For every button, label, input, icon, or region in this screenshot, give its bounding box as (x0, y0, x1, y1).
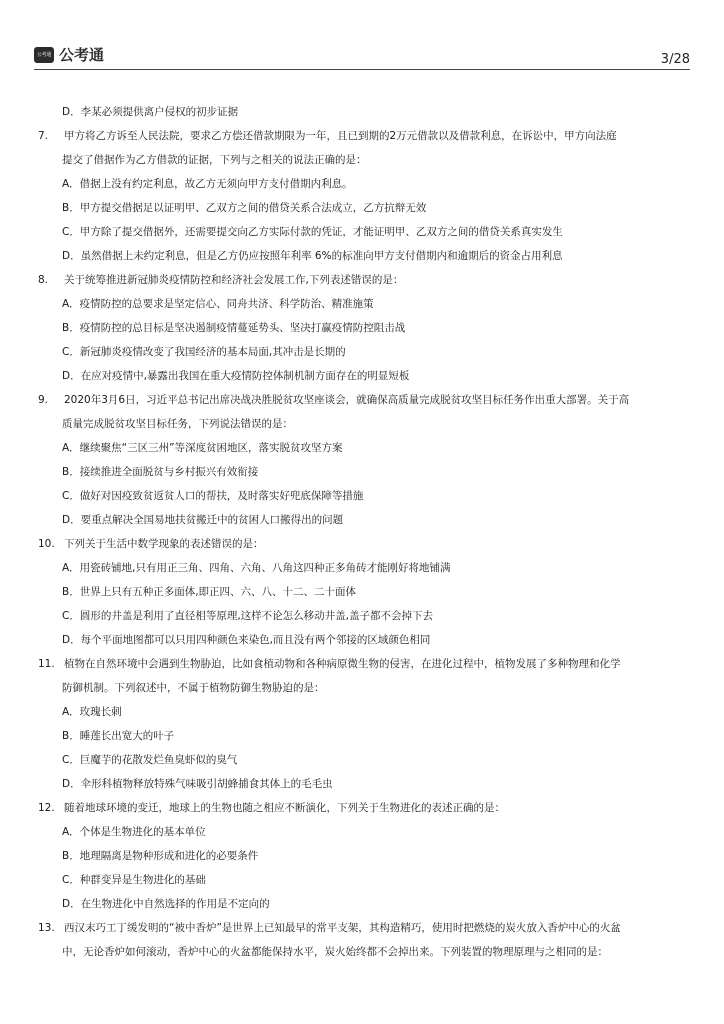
question-number: 8. (38, 274, 49, 286)
option-b: B．疫情防控的总目标是坚决遏制疫情蔓延势头、坚决打赢疫情防控阻击战 (62, 322, 406, 334)
question-number: 13. (38, 922, 55, 934)
option-c: C．圆形的井盖是利用了直径相等原理,这样不论怎么移动井盖,盖子都不会掉下去 (62, 610, 434, 622)
option-b: B．世界上只有五种正多面体,即正四、六、八、十二、二十面体 (62, 586, 357, 598)
question-11 (38, 652, 688, 796)
option-d: D．在生物进化中自然选择的作用是不定向的 (62, 898, 270, 910)
brand-name: 公考通 (59, 46, 105, 64)
page-number: 3/28 (660, 52, 690, 67)
option-a: A．借据上没有约定利息，故乙方无须向甲方支付借期内利息。 (62, 178, 353, 190)
question-text: 植物在自然环境中会遇到生物胁迫，比如食植动物和各种病原微生物的侵害，在进化过程中，植物发展了多种物理和化学 (64, 658, 621, 670)
question-text: 西汉末巧工丁缓发明的“被中香炉”是世界上已知最早的常平支架，其构造精巧，使用时把燃烧的炭火放入香炉中心的火盆 (64, 922, 621, 934)
question-number: 11. (38, 658, 55, 670)
question-text: 甲方将乙方诉至人民法院，要求乙方偿还借款期限为一年，且已到期的2万元借款以及借款利息，在诉讼中，甲方向法庭 (64, 130, 617, 142)
option-c: C．甲方除了提交借据外，还需要提交向乙方实际付款的凭证，才能证明甲、乙双方之间的借贷关系真实发生 (62, 226, 563, 238)
option-c: C．种群变异是生物进化的基础 (62, 874, 206, 886)
question-text: 防御机制。下列叙述中，不属于植物防御生物胁迫的是： (62, 682, 325, 694)
option-c: C．新冠肺炎疫情改变了我国经济的基本局面,其冲击是长期的 (62, 346, 346, 358)
brand-logo (34, 44, 104, 65)
option-a: A．个体是生物进化的基本单位 (62, 826, 206, 838)
question-13 (38, 916, 688, 964)
option-c: C．巨魔芋的花散发烂鱼臭虾似的臭气 (62, 754, 238, 766)
question-text: 关于统筹推进新冠肺炎疫情防控和经济社会发展工作,下列表述错误的是： (64, 274, 404, 286)
question-number: 7. (38, 130, 49, 142)
option-a: A．继续聚焦“三区三州”等深度贫困地区，落实脱贫攻坚方案 (62, 442, 343, 454)
header-divider (34, 69, 690, 70)
option-b: B．睡莲长出宽大的叶子 (62, 730, 175, 742)
option-b: B．接续推进全面脱贫与乡村振兴有效衔接 (62, 466, 259, 478)
question-12 (38, 796, 688, 916)
option-a: A．用瓷砖铺地,只有用正三角、四角、六角、八角这四种正多角砖才能刚好将地铺满 (62, 562, 451, 574)
question-text: 随着地球环境的变迁，地球上的生物也随之相应不断演化，下列关于生物进化的表述正确的是： (64, 802, 505, 814)
question-text: 下列关于生活中数学现象的表述错误的是： (64, 538, 264, 550)
question-number: 9. (38, 394, 49, 406)
option-d: D．伞形科植物释放特殊气味吸引胡蜂捕食其体上的毛毛虫 (62, 778, 333, 790)
question-number: 12. (38, 802, 55, 814)
question-8 (38, 268, 688, 388)
option-d: D．虽然借据上未约定利息，但是乙方仍应按照年利率 6%的标准向甲方支付借期内和逾期后的资金占用利息 (62, 250, 563, 262)
question-number: 10. (38, 538, 55, 550)
option-a: A．疫情防控的总要求是坚定信心、同舟共济、科学防治、精准施策 (62, 298, 374, 310)
option-a: A．玫瑰长刺 (62, 706, 122, 718)
question-text: 2020年3月6日，习近平总书记出席决战决胜脱贫攻坚座谈会，就确保高质量完成脱贫攻坚目标任务作出重大部署。关于高 (64, 394, 630, 406)
question-text: 提交了借据作为乙方借款的证据，下列与之相关的说法正确的是： (62, 154, 367, 166)
question-text: 质量完成脱贫攻坚目标任务，下列说法错误的是： (62, 418, 293, 430)
option-d: D．在应对疫情中,暴露出我国在重大疫情防控体制机制方面存在的明显短板 (62, 370, 410, 382)
question-option: D．李某必须提供离户侵权的初步证据 (62, 106, 239, 118)
question-7 (38, 124, 688, 268)
option-b: B．地理隔离是物种形成和进化的必要条件 (62, 850, 259, 862)
option-d: D．每个平面地图都可以只用四种颜色来染色,而且没有两个邻接的区域颜色相同 (62, 634, 431, 646)
question-9 (38, 388, 688, 532)
option-c: C．做好对因疫致贫返贫人口的帮扶，及时落实好兜底保障等措施 (62, 490, 364, 502)
question-text: 中，无论香炉如何滚动，香炉中心的火盆都能保持水平，炭火始终都不会掉出来。下列装置的物理原理与之相同的是： (62, 946, 608, 958)
logo-icon: 公考通 (34, 47, 54, 63)
page-header (34, 40, 690, 68)
option-d: D．要重点解决全国易地扶贫搬迁中的贫困人口搬得出的问题 (62, 514, 344, 526)
question-10 (38, 532, 688, 652)
question-list (38, 100, 688, 964)
option-b: B．甲方提交借据足以证明甲、乙双方之间的借贷关系合法成立，乙方抗辩无效 (62, 202, 427, 214)
